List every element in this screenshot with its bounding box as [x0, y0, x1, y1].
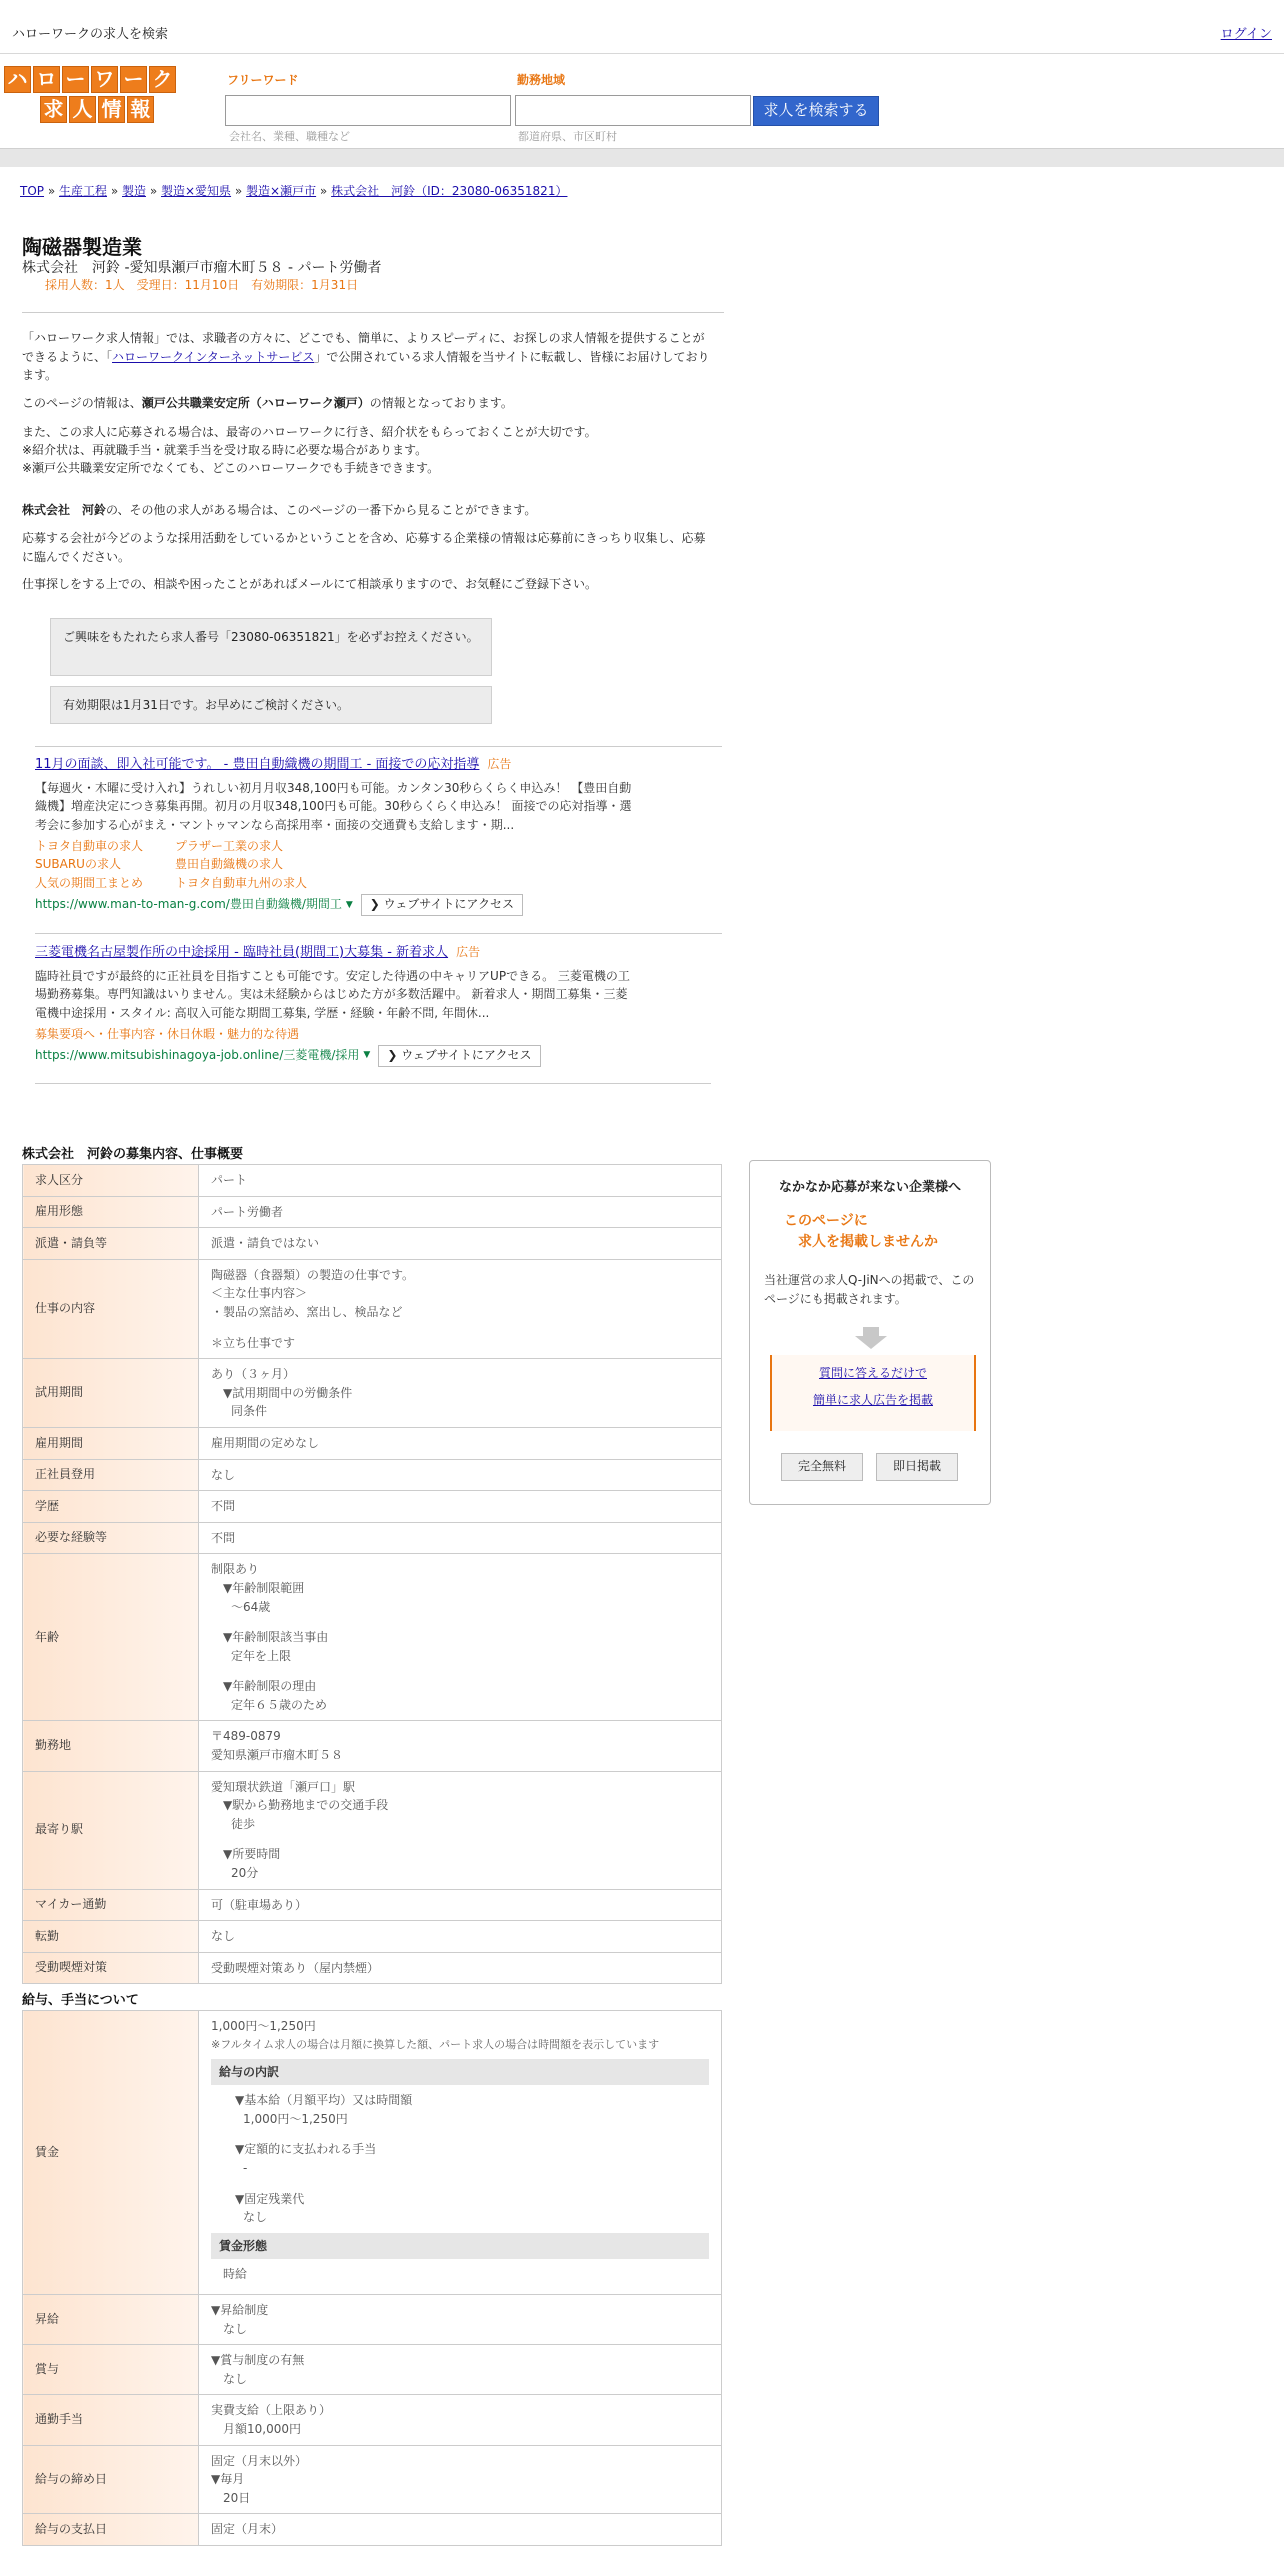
value-line: 可（駐車場あり）: [211, 1897, 308, 1912]
row-label: 雇用形態: [23, 1196, 199, 1228]
row-value: [199, 1771, 722, 1889]
row-label: 賞与: [23, 2345, 199, 2395]
row-label: 勤務地: [23, 1721, 199, 1771]
promo-link-post-ad[interactable]: 簡単に求人広告を掲載: [812, 1393, 933, 1408]
table-row: [23, 1228, 722, 1260]
ad-tag: 広告: [456, 945, 481, 959]
value-line: 徒歩: [231, 1816, 256, 1831]
table-row: [23, 2445, 722, 2514]
ad-url[interactable]: https://www.mitsubishinagoya-job.online/三菱電機/採用: [35, 1048, 360, 1063]
table-row: [23, 2395, 722, 2445]
sitelink-row: [35, 837, 635, 856]
row-value: [199, 1359, 722, 1428]
promo-lead: このページに 求人を掲載しませんか: [784, 1213, 938, 1250]
job-meta: 採用人数：1人 受理日：11月10日 有効期限：1月31日: [45, 278, 359, 292]
section-heading-wage: 給与、手当について: [22, 1993, 139, 2008]
caret-down-icon[interactable]: ▼: [363, 1050, 371, 1061]
value-line: 制限あり: [211, 1562, 260, 1577]
row-label: 仕事の内容: [23, 1259, 199, 1358]
table-row: [23, 1889, 722, 1921]
value-line: [211, 2178, 709, 2190]
value-line: 同条件: [231, 1404, 268, 1419]
value-line: ▼駅から勤務地までの交通手段: [223, 1798, 389, 1813]
value-line: 月額10,000円: [223, 2421, 301, 2436]
logo-char: ロ: [33, 66, 60, 93]
promo-heading: なかなか応募が来ない企業様へ: [778, 1180, 961, 1195]
value-line: 〒489-0879: [211, 1729, 281, 1744]
sitelink[interactable]: プラザー工業の求人: [175, 838, 284, 853]
keyword-label: フリーワード: [227, 73, 299, 87]
intro-paragraph-3: また、この求人に応募される場合は、最寄のハローワークに行き、紹介状をもらっておくことが大切です。: [22, 425, 597, 439]
logo-char: 情: [98, 96, 125, 123]
intro-paragraph-7: 応募する会社が今どのような採用活動をしているかということを含め、応募する企業様の情報は応募前にきっちり収集し、応募に臨んでください。: [22, 531, 706, 564]
value-line: 定年６５歳のため: [231, 1697, 328, 1712]
value-line: なし: [223, 2321, 248, 2336]
site-title: ハローワークの求人を検索: [12, 27, 169, 42]
row-value: [199, 2445, 722, 2514]
value-line: ＊立ち仕事です: [211, 1335, 296, 1350]
caret-down-icon[interactable]: ▼: [345, 899, 353, 910]
breadcrumb-separator: »: [316, 184, 332, 198]
logo-char: ー: [120, 66, 147, 93]
value-line: 受動喫煙対策あり（屋内禁煙）: [211, 1960, 380, 1975]
sidebar-promo: [749, 1160, 991, 1505]
value-line: [211, 1833, 709, 1845]
table-row: [23, 2011, 722, 2295]
value-line: ▼毎月: [211, 2472, 245, 2487]
value-line: [211, 1616, 709, 1628]
table-row: [23, 1554, 722, 1721]
logo-char: 求: [40, 96, 67, 123]
logo-char: ー: [62, 66, 89, 93]
ad-description: 【毎週火・木曜に受け入れ】うれしい初月月収348,100円も可能。カンタン30秒らくらく申込み！ 【豊田自動織機】増産決定につき募集再開。初月の月収348,100円も可能。30秒らくらく申込み！ 面接での応対指導・選考会に参加する心がまえ・マントゥマンなら高採用率・面接の交通費も支給します・期...: [35, 780, 632, 833]
value-line: 派遣・請負ではない: [211, 1236, 320, 1251]
row-value: [199, 1427, 722, 1459]
value-line: [211, 1665, 709, 1677]
ad-sitelinks: [35, 837, 635, 893]
notice-box-2: 有効期限は1月31日です。お早めにご検討ください。: [50, 686, 492, 724]
value-line: なし: [211, 1929, 236, 1944]
row-label: 学歴: [23, 1491, 199, 1523]
ad-tag: 広告: [487, 757, 512, 771]
row-value: [199, 1522, 722, 1554]
ad-url[interactable]: https://www.man-to-man-g.com/豊田自動織機/期間工: [35, 897, 342, 912]
visit-site-button[interactable]: ❯ ウェブサイトにアクセス: [378, 1045, 540, 1066]
ad-block-1: [35, 756, 635, 916]
value-line: 20分: [231, 1866, 259, 1881]
intro-paragraph-4: ※紹介状は、再就職手当・就業手当を受け取る時に必要な場合があります。: [22, 443, 428, 457]
row-label: 給与の支払日: [23, 2514, 199, 2546]
row-value: [199, 2514, 722, 2546]
row-value: [199, 1491, 722, 1523]
ad-sitelinks: [35, 1025, 635, 1044]
notice-box-1: ご興味をもたれたら求人番号「23080-06351821」を必ずお控えください。: [50, 618, 492, 676]
value-line: ・製品の窯詰め、窯出し、検品など: [211, 1304, 403, 1319]
value-line: 不問: [211, 1499, 236, 1514]
logo-char: 報: [127, 96, 154, 123]
value-line: なし: [243, 2210, 268, 2225]
row-value: [199, 1165, 722, 1197]
intro-paragraph-8: 仕事探しをする上での、相談や困ったことがあればメールにて相談承りますので、お気軽にご登録下さい。: [22, 577, 598, 591]
ad-headline[interactable]: 三菱電機名古屋製作所の中途採用 - 臨時社員(期間工)大募集 - 新着求人: [35, 945, 449, 960]
sitelink[interactable]: 募集要項へ・仕事内容・休日休暇・魅力的な待遇: [35, 1026, 300, 1041]
row-value: [199, 1721, 722, 1771]
arrow-down-icon: [853, 1327, 889, 1349]
table-row: [23, 1359, 722, 1428]
value-line: パート労働者: [211, 1204, 284, 1219]
value-line: 実費支給（上限あり）: [211, 2403, 332, 2418]
breadcrumb-separator: »: [146, 184, 161, 198]
row-value: [199, 1889, 722, 1921]
wage-form-title: 賃金形態: [211, 2233, 709, 2260]
row-label: 正社員登用: [23, 1459, 199, 1491]
value-line: 陶磁器（食器類）の製造の仕事です。: [211, 1267, 415, 1282]
sitelink-row: [35, 1025, 635, 1044]
value-line: ▼固定残業代: [235, 2191, 305, 2206]
area-label: 勤務地域: [517, 73, 566, 87]
breadcrumb-link[interactable]: TOP: [20, 184, 45, 198]
table-row: [23, 1491, 722, 1523]
wage-form: 時給: [223, 2267, 248, 2282]
wage-range: 1,000円〜1,250円: [211, 2019, 316, 2033]
logo-char: ワ: [91, 66, 118, 93]
row-value: [199, 2294, 722, 2344]
logo-char: 人: [69, 96, 96, 123]
value-line: 愛知県瀬戸市瘤木町５８: [211, 1748, 344, 1763]
breadcrumb-link[interactable]: 製造×瀬戸市: [246, 184, 317, 198]
table-row: [23, 2514, 722, 2546]
row-value: [199, 2395, 722, 2445]
divider-bar: [0, 148, 1284, 167]
row-label: 求人区分: [23, 1165, 199, 1197]
free-button[interactable]: 完全無料: [781, 1453, 863, 1481]
row-label: 受動喫煙対策: [23, 1952, 199, 1984]
divider: [35, 1083, 711, 1084]
value-line: パート: [211, 1173, 248, 1187]
sitelink[interactable]: SUBARUの求人: [35, 857, 121, 872]
breadcrumb: [20, 183, 567, 200]
row-label: 昇給: [23, 2294, 199, 2344]
table-row: [23, 1427, 722, 1459]
value-line: [211, 2128, 709, 2140]
sitelink-row: [35, 855, 635, 874]
value-line: 20日: [223, 2490, 251, 2505]
hellowork-link[interactable]: ハローワークインターネットサービス: [112, 349, 315, 364]
ad-block-2: [35, 944, 635, 1067]
table-row: [23, 1196, 722, 1228]
promo-links: [770, 1355, 976, 1431]
row-label: 賃金: [23, 2011, 199, 2295]
value-line: 〜64歳: [231, 1599, 271, 1614]
sitelink-row: [35, 874, 635, 893]
site-logo[interactable]: [4, 66, 180, 124]
value-line: なし: [211, 1467, 236, 1482]
intro-paragraph-5: ※瀬戸公共職業安定所でなくても、どこのハローワークでも手続きできます。: [22, 461, 440, 475]
keyword-input[interactable]: [225, 95, 511, 126]
row-label: 通勤手当: [23, 2395, 199, 2445]
value-line: 1,000円〜1,250円: [243, 2111, 348, 2126]
breadcrumb-separator: »: [231, 184, 247, 198]
breadcrumb-link[interactable]: 株式会社 河鈴（ID：23080-06351821）: [331, 184, 568, 198]
row-value: [199, 1196, 722, 1228]
section-heading-job: 株式会社 河鈴の募集内容、仕事概要: [22, 1147, 244, 1162]
job-subtitle: 株式会社 河鈴 -愛知県瀬戸市瘤木町５８ - パート労働者: [22, 260, 382, 276]
row-label: 試用期間: [23, 1359, 199, 1428]
value-line: ▼昇給制度: [211, 2302, 269, 2317]
breadcrumb-link[interactable]: 製造×愛知県: [161, 184, 232, 198]
search-button[interactable]: 求人を検索する: [753, 96, 879, 126]
value-line: ▼年齢制限該当事由: [223, 1630, 329, 1645]
row-label: 派遣・請負等: [23, 1228, 199, 1260]
breadcrumb-separator: »: [44, 184, 59, 198]
value-line: ▼賞与制度の有無: [211, 2353, 305, 2368]
row-value: [199, 1228, 722, 1260]
value-line: あり（３ヶ月）: [211, 1367, 296, 1382]
area-placeholder: 都道府県、市区町村: [518, 130, 617, 143]
row-label: 給与の締め日: [23, 2445, 199, 2514]
row-label: マイカー通勤: [23, 1889, 199, 1921]
row-label: 必要な経験等: [23, 1522, 199, 1554]
promo-link-question[interactable]: 質問に答えるだけで: [818, 1366, 927, 1380]
value-line: [211, 1322, 709, 1334]
value-line: 固定（月末）: [211, 2522, 284, 2537]
wage-breakdown-title: 給与の内訳: [211, 2059, 709, 2086]
row-label: 年齢: [23, 1554, 199, 1721]
table-row: [23, 1165, 722, 1197]
breadcrumb-separator: »: [107, 184, 122, 198]
job-title: 陶磁器製造業: [22, 235, 142, 259]
value-line: ▼基本給（月額平均）又は時間額: [235, 2093, 413, 2108]
table-row: [23, 1771, 722, 1889]
visit-site-button[interactable]: ❯ ウェブサイトにアクセス: [361, 894, 523, 915]
table-row: [23, 1459, 722, 1491]
keyword-placeholder: 会社名、業種、職種など: [229, 130, 350, 143]
value-line: ▼所要時間: [223, 1847, 281, 1862]
value-line: ▼年齢制限の理由: [223, 1679, 317, 1694]
row-label: 雇用期間: [23, 1427, 199, 1459]
login-link[interactable]: ログイン: [1220, 27, 1272, 42]
wage-breakdown: [211, 2091, 709, 2227]
value-line: 愛知環状鉄道「瀬戸口」駅: [211, 1779, 356, 1794]
wage-note: ※フルタイム求人の場合は月額に換算した額、パート求人の場合は時間額を表示しています: [211, 2037, 660, 2051]
value-line: ＜主な仕事内容＞: [211, 1286, 308, 1301]
row-value: [199, 1554, 722, 1721]
value-line: ▼試用期間中の労働条件: [223, 1385, 353, 1400]
promo-text: 当社運営の求人Q-JiNへの掲載で、このページにも掲載されます。: [764, 1273, 975, 1307]
divider: [22, 312, 724, 313]
row-value: [199, 1459, 722, 1491]
breadcrumb-link[interactable]: 生産工程: [59, 184, 108, 198]
value-line: 固定（月末以外）: [211, 2453, 308, 2468]
sitelink[interactable]: トヨタ自動車の求人: [35, 838, 144, 853]
job-details-table: [22, 1164, 722, 1984]
breadcrumb-link[interactable]: 製造: [122, 184, 147, 198]
table-row: [23, 1522, 722, 1554]
logo-char: ハ: [4, 66, 31, 93]
value-line: 雇用期間の定めなし: [211, 1435, 320, 1450]
ad-description: 臨時社員ですが最終的に正社員を目指すことも可能です。安定した待遇の中キャリアUPできる。 三菱電機の工場勤務募集。専門知識はいりません。実は未経験からはじめた方が多数活躍中。 新着求人・期間工募集・三菱電機中途採用・スタイル: 高収入可能な期間工募集, 学歴・経験・年齢不問, 年間休...: [35, 968, 630, 1021]
table-row: [23, 1952, 722, 1984]
table-row: [23, 2345, 722, 2395]
sitelink[interactable]: トヨタ自動車九州の求人: [175, 875, 308, 890]
row-label: 最寄り駅: [23, 1771, 199, 1889]
logo-char: ク: [149, 66, 176, 93]
divider: [35, 746, 722, 747]
table-row: [23, 1921, 722, 1953]
row-label: 転勤: [23, 1921, 199, 1953]
value-line: ▼定額的に支払われる手当: [235, 2142, 377, 2157]
row-value: [199, 1921, 722, 1953]
ad-headline[interactable]: 11月の面談、即入社可能です。 - 豊田自動織機の期間工 - 面接での応対指導: [35, 757, 480, 772]
intro-paragraph-2: このページの情報は、瀬戸公共職業安定所（ハローワーク瀬戸）の情報となっております。: [22, 396, 513, 410]
table-row: [23, 1721, 722, 1771]
row-value: [199, 1259, 722, 1358]
intro-paragraph-1: 「ハローワーク求人情報」では、求職者の方々に、どこでも、簡単に、よりスピーディに、お探しの求人情報を提供することができるように、「ハローワークインターネットサービス」で公開されている求人情報を当サイトに転載し、皆様にお届けしております。: [22, 331, 710, 383]
table-row: [23, 1259, 722, 1358]
same-day-button[interactable]: 即日掲載: [876, 1453, 958, 1481]
row-value: [199, 2345, 722, 2395]
value-line: 不問: [211, 1530, 236, 1545]
wage-details-table: [22, 2010, 722, 2546]
divider: [35, 933, 722, 934]
row-value: [199, 1952, 722, 1984]
value-line: -: [243, 2161, 248, 2176]
intro-paragraph-6: 株式会社 河鈴の、その他の求人がある場合は、このページの一番下から見ることができます。: [22, 503, 537, 517]
value-line: なし: [223, 2371, 248, 2386]
table-row: [23, 2294, 722, 2344]
top-bar: [0, 0, 1284, 54]
row-value: [199, 2011, 722, 2295]
sitelink[interactable]: 人気の期間工まとめ: [35, 875, 144, 890]
area-input[interactable]: [515, 95, 751, 126]
sitelink[interactable]: 豊田自動織機の求人: [175, 857, 284, 872]
value-line: ▼年齢制限範囲: [223, 1580, 305, 1595]
value-line: 定年を上限: [231, 1648, 292, 1663]
